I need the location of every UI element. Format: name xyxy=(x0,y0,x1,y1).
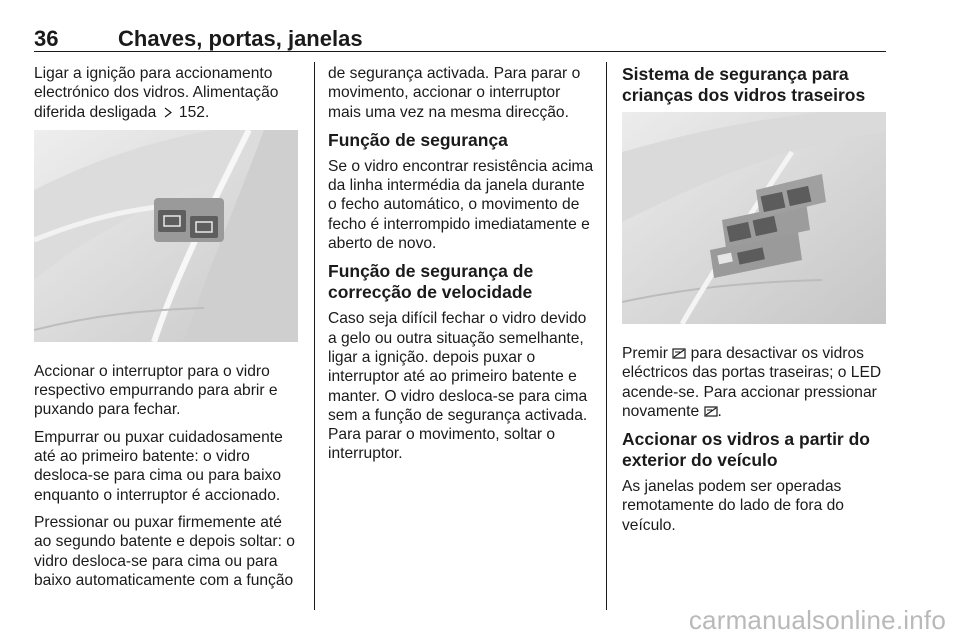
paragraph-continued: de segurança activada. Para parar o movimento, accionar o interruptor mais uma vez na mesma direcção. xyxy=(328,65,581,121)
child-lock-text-a: Premir xyxy=(622,345,673,362)
column-divider-1 xyxy=(314,62,315,610)
paragraph-child-lock xyxy=(622,344,888,421)
column-divider-2 xyxy=(606,62,607,610)
child-lock-switch-photo xyxy=(622,112,886,324)
chevron-right-icon xyxy=(161,107,175,118)
column-3 xyxy=(622,64,888,543)
paragraph-second-stop: Pressionar ou puxar firmemente até ao segundo batente e depois soltar: o vidro desloca-se para cima ou para baixo automaticamente com a função xyxy=(34,513,295,589)
heading-child-safety: Sistema de segurança para crianças dos vidros traseiros xyxy=(622,64,866,105)
paragraph-ignition xyxy=(34,64,302,122)
page-number: 36 xyxy=(34,26,59,51)
child-lock-text-c: . xyxy=(717,402,722,420)
paragraph-remote-operation: As janelas podem ser operadas remotamente do lado de fora do veículo. xyxy=(622,478,844,534)
window-switch-photo xyxy=(34,130,298,342)
heading-safety-function: Função de segurança xyxy=(328,129,508,150)
column-2 xyxy=(328,64,594,472)
page-reference: 152. xyxy=(178,103,210,121)
child-lock-window-icon xyxy=(672,348,686,359)
paragraph-safety-function: Se o vidro encontrar resistência acima da linha intermédia da janela durante o fecho automático, o movimento de fecho é interrompido imediatamente e aberto de novo. xyxy=(328,157,594,253)
paragraph-operate: Accionar o interruptor para o vidro respectivo empurrando para abrir e puxando para fechar. xyxy=(34,362,278,419)
header-rule xyxy=(34,51,886,52)
watermark: carmanualsonline.info xyxy=(688,605,946,635)
child-lock-window-icon xyxy=(704,406,718,417)
chapter-title: Chaves, portas, janelas xyxy=(118,26,363,51)
heading-remote-operation: Accionar os vidros a partir do exterior do veículo xyxy=(622,429,870,471)
page-header xyxy=(34,26,886,50)
paragraph-override-function: Caso seja difícil fechar o vidro devido a gelo ou outra situação semelhante, ligar a ignição. depois puxar o interruptor até ao primeiro batente e manter. O vidro desloca-se para cima sem a função de segurança activada. Para parar o movimento, soltar o interruptor. xyxy=(328,310,588,463)
child-lock-text-b: para desactivar os vidros eléctricos das portas traseiras; o LED acende-se. Para accionar pressionar novamente xyxy=(622,345,882,420)
paragraph-first-stop: Empurrar ou puxar cuidadosamente até ao primeiro batente: o vidro desloca-se para cima ou para baixo enquanto o interruptor é accionado. xyxy=(34,428,283,504)
column-1 xyxy=(34,64,302,598)
paragraph-ignition-text: Ligar a ignição para accionamento electrónico dos vidros. Alimentação diferida desligada xyxy=(34,65,279,121)
heading-override-function: Função de segurança de correcção de velocidade xyxy=(328,261,534,303)
